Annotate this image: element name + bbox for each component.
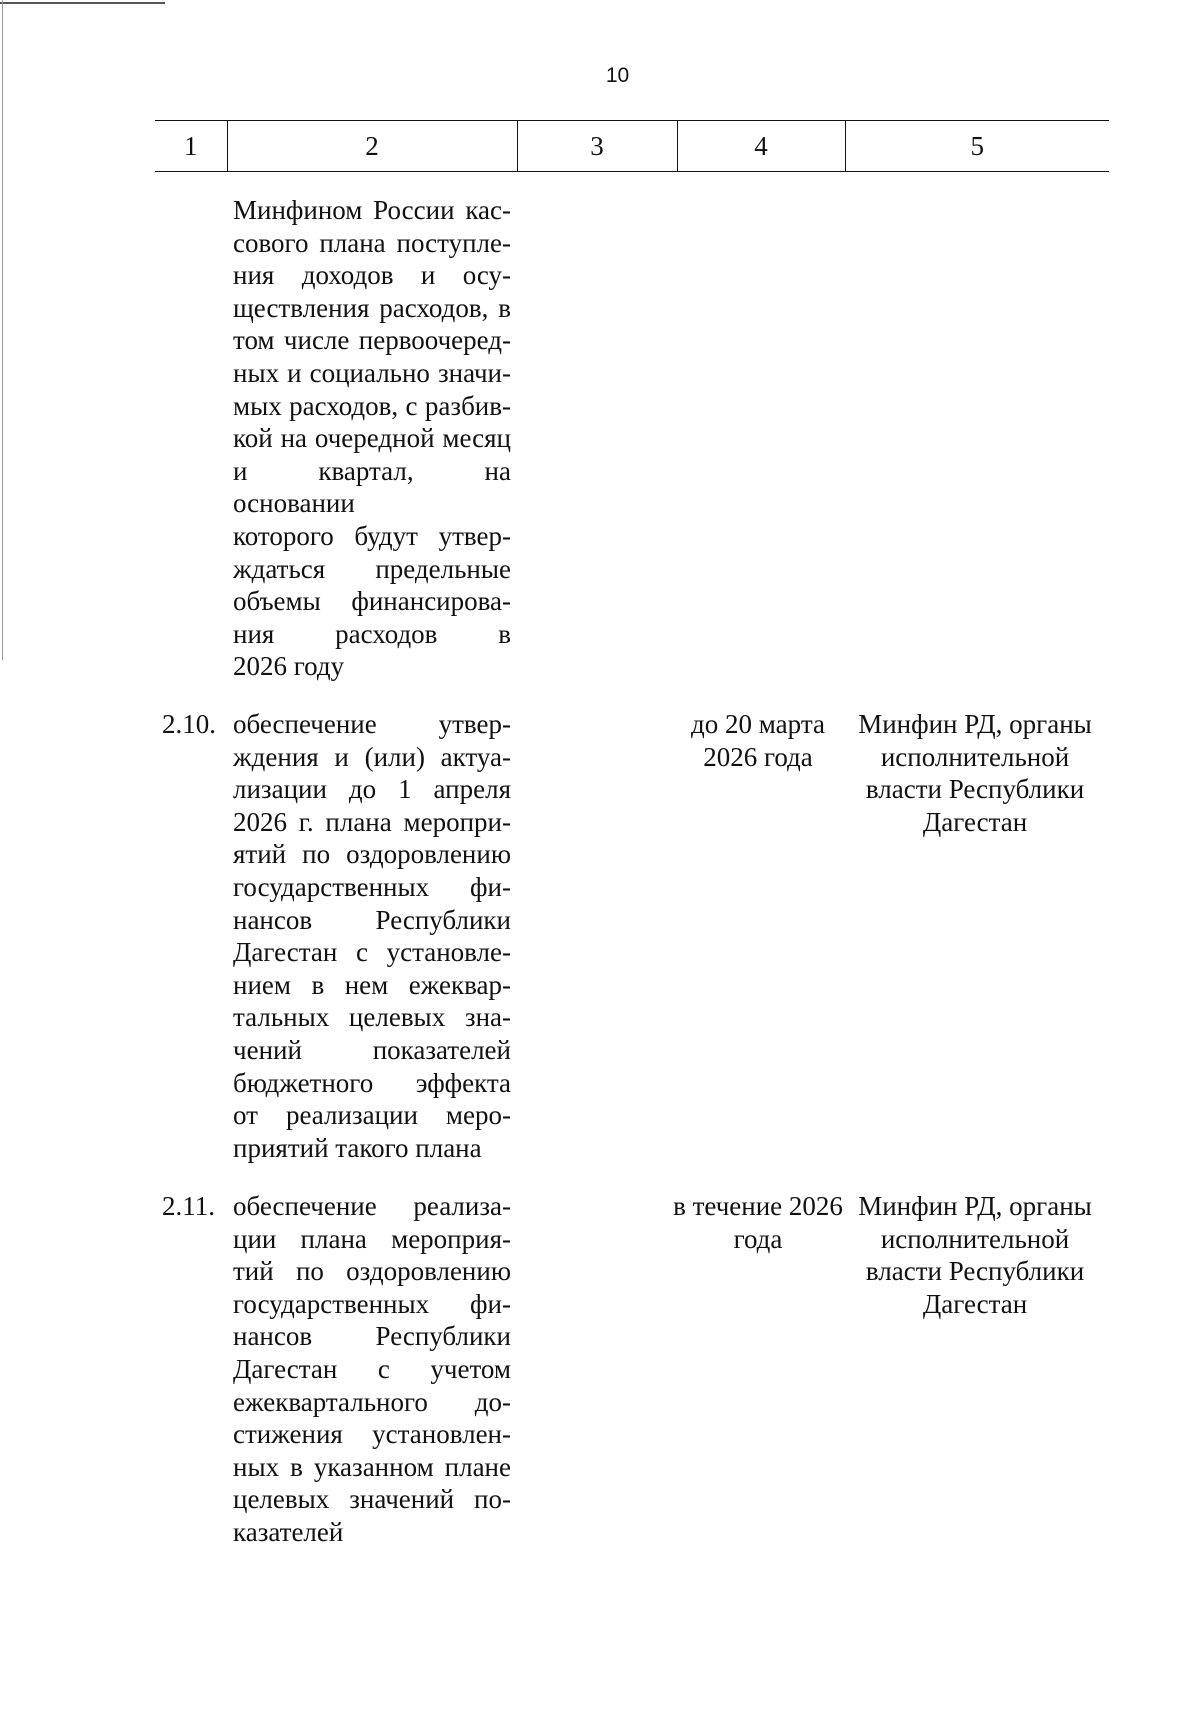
header-col-5: 5 — [845, 121, 1109, 172]
text-line: государственных фи- — [233, 871, 511, 902]
text-line: в течение — [673, 1191, 783, 1221]
text-line: 2026 году — [233, 651, 345, 682]
text-line: которого будут утвер- — [233, 520, 511, 551]
text-line: ния доходов и осу- — [233, 260, 511, 291]
text-line: Дагестан — [922, 1288, 1028, 1319]
text-line: сового плана поступле- — [233, 227, 511, 258]
text-line: власти Республики — [865, 1256, 1085, 1287]
text-line: ятий по оздоровлению — [233, 839, 511, 870]
text-line: государственных фи- — [233, 1288, 511, 1319]
header-col-4: 4 — [677, 121, 845, 172]
header-col-2: 2 — [227, 121, 517, 172]
text-line: приятий такого плана — [233, 1132, 482, 1163]
text-line: объемы финансирова- — [233, 586, 511, 617]
text-line: нансов Республики — [233, 1321, 511, 1352]
scan-line-left-edge — [2, 0, 3, 660]
row-responsible — [845, 708, 1105, 838]
text-line: тий по оздоровлению — [233, 1256, 511, 1287]
text-line: исполнительной — [880, 741, 1070, 772]
table-header — [155, 120, 1109, 172]
text-line: 2026 г. плана меропри- — [233, 806, 511, 837]
row-responsible — [845, 1190, 1105, 1320]
text-line: Дагестан с учетом — [233, 1353, 511, 1384]
header-col-1: 1 — [155, 121, 227, 172]
text-line: Дагестан с установле- — [233, 937, 511, 968]
text-line: 2026 года — [733, 1191, 843, 1254]
text-line: кой на очередной месяц — [233, 423, 511, 454]
text-line: Минфин РД, органы — [858, 1191, 1092, 1221]
scan-line-top-left — [0, 2, 165, 4]
text-line: чений показателей — [233, 1034, 511, 1065]
text-line: власти Республики — [865, 774, 1085, 805]
text-line: тальных целевых зна- — [233, 1002, 511, 1033]
text-line: обеспечение реализа- — [233, 1191, 511, 1221]
text-line: бюджетного эффекта — [233, 1067, 511, 1098]
text-line: исполнительной — [880, 1223, 1070, 1254]
row-number: 2.10. — [162, 709, 216, 739]
text-line: нансов Республики — [233, 904, 511, 935]
text-line: ции плана мероприя- — [233, 1223, 511, 1254]
row-description — [233, 708, 511, 1164]
page-number: 10 — [605, 64, 630, 87]
header-col-3: 3 — [517, 121, 677, 172]
continuation-text — [233, 194, 511, 683]
text-line: ждения и (или) актуа- — [233, 741, 511, 772]
text-line: 2026 года — [703, 741, 813, 772]
text-line: ждаться предельные — [233, 553, 511, 584]
row-deadline — [672, 1190, 844, 1255]
table-header-row — [155, 121, 1109, 172]
text-line: Дагестан — [922, 806, 1028, 837]
text-line: том числе первоочеред- — [233, 325, 511, 356]
text-line: Минфин РД, органы — [858, 709, 1092, 739]
text-line: казателей — [233, 1516, 344, 1547]
text-line: обеспечение утвер- — [233, 709, 511, 739]
text-line: стижения установлен- — [233, 1419, 511, 1450]
text-line: до 20 марта — [691, 709, 825, 739]
text-line: ния расходов в — [233, 618, 511, 649]
text-line: мых расходов, с разбив- — [233, 390, 511, 421]
text-line: лизации до 1 апреля — [233, 774, 511, 805]
text-line: нием в нем ежеквар- — [233, 969, 511, 1000]
text-line: ществления расходов, в — [233, 292, 511, 323]
text-line: от реализации меро- — [233, 1100, 511, 1131]
row-number: 2.11. — [162, 1191, 215, 1221]
row-deadline — [672, 708, 844, 773]
text-line: целевых значений по- — [233, 1484, 511, 1515]
text-line: ных и социально значи- — [233, 357, 511, 388]
text-line: ных в указанном плане — [233, 1451, 511, 1482]
row-description — [233, 1190, 511, 1549]
text-line: ежеквартального до- — [233, 1386, 511, 1417]
text-line: Минфином России кас- — [233, 195, 511, 225]
text-line: и квартал, на основании — [233, 455, 511, 519]
